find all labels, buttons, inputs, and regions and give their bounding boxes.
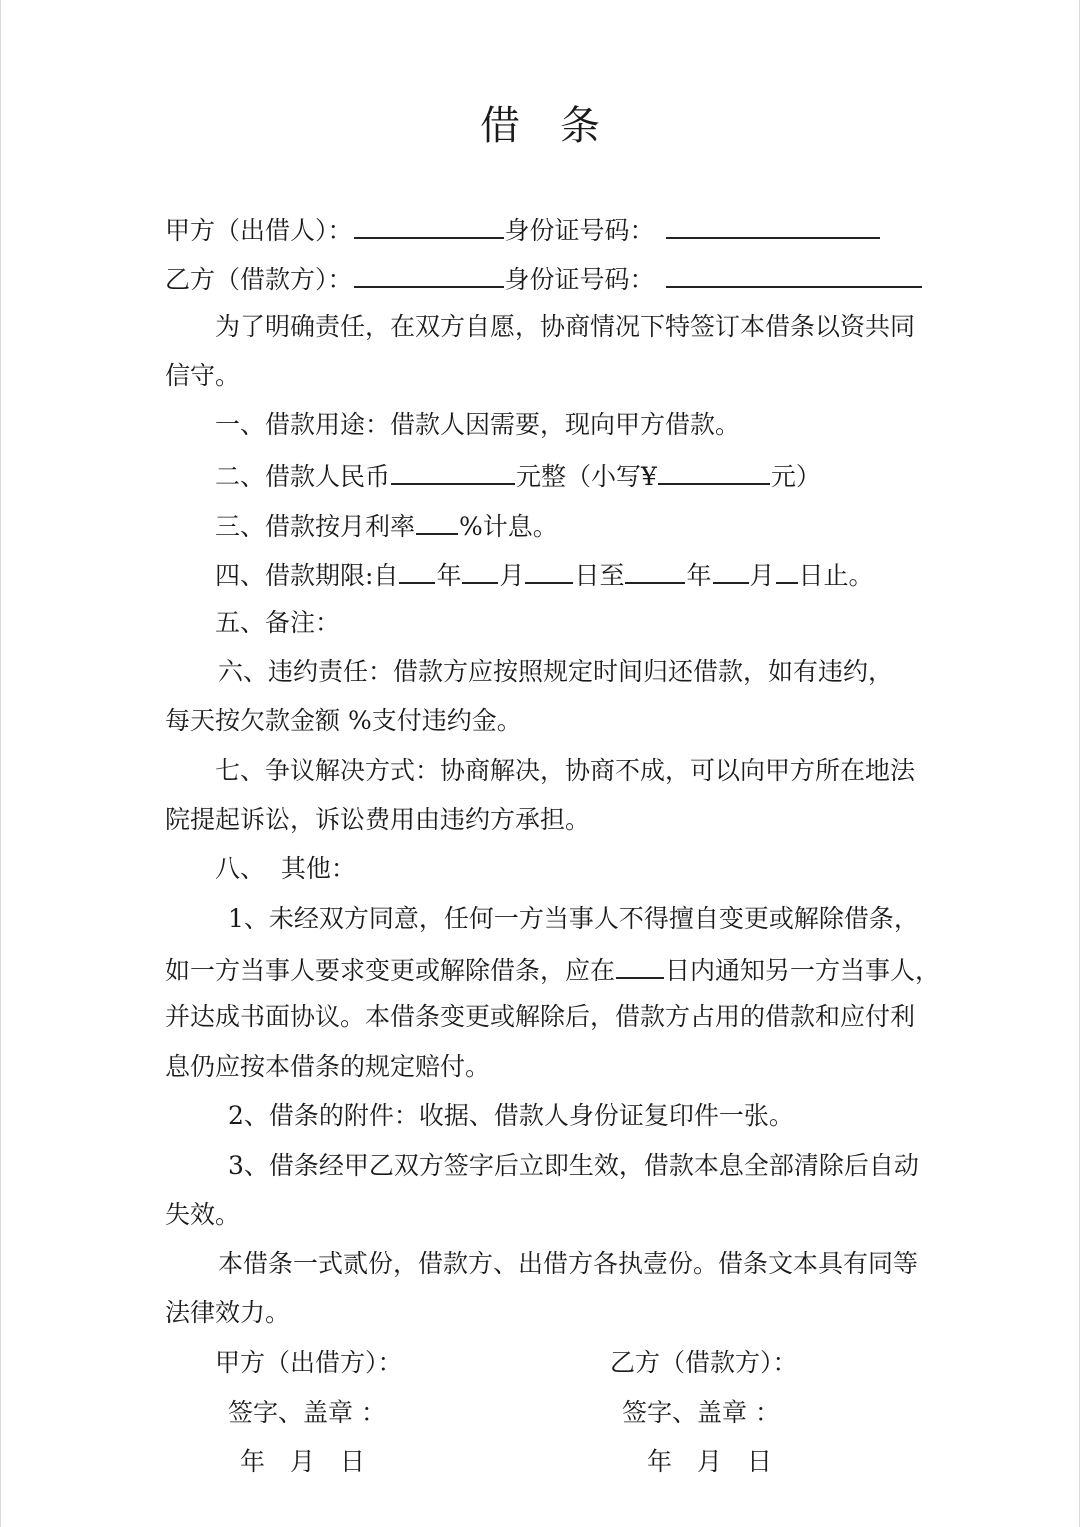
end-year-label: 年 [686, 561, 712, 590]
other-1-line-3: 并达成书面协议。本借条变更或解除后，借款方占用的借款和应付利 [165, 1002, 916, 1031]
party-a-date-month: 月 [290, 1447, 316, 1476]
end-month-blank [713, 558, 749, 584]
start-day-label: 日至 [574, 561, 625, 590]
other-1-line-2 [165, 953, 940, 986]
end-day-label: 日止。 [798, 561, 874, 590]
party-a-label: 甲方（出借人）： [165, 216, 353, 245]
clause-2-prefix: 二、借款人民币 [215, 462, 391, 491]
other-1-line-4: 息仍应按本借条的规定赔付。 [165, 1052, 491, 1081]
clause-7-line-1: 七、争议解决方式：协商解决，协商不成，可以向甲方所在地法 [215, 756, 916, 785]
copies-line-1: 本借条一式贰份，借款方、出借方各执壹份。借条文本具有同等 [218, 1249, 919, 1278]
clause-4-prefix: 四、借款期限:自 [215, 561, 399, 590]
party-a-date [240, 1447, 365, 1477]
intro-line-2: 信守。 [165, 361, 241, 390]
notice-days-blank [616, 953, 664, 979]
clause-5: 五、备注： [215, 608, 341, 637]
clause-2-suffix: 元） [770, 462, 821, 491]
clause-2 [215, 459, 821, 492]
party-b-id-blank [666, 262, 922, 288]
amount-figures-blank [658, 459, 770, 485]
party-a-date-day: 日 [340, 1447, 366, 1476]
other-1-line-2-suffix: 日内通知另一方当事人， [665, 956, 941, 985]
clause-7-line-2: 院提起诉讼，诉讼费用由违约方承担。 [165, 805, 591, 834]
clause-3-suffix: %计息。 [459, 512, 558, 541]
party-b-date-year: 年 [647, 1447, 673, 1476]
party-b-name-blank [354, 262, 504, 288]
copies-line-2: 法律效力。 [165, 1298, 291, 1327]
party-b-id-label: 身份证号码： [504, 265, 655, 294]
start-month-blank [462, 558, 498, 584]
other-2: 2、借条的附件：收据、借款人身份证复印件一张。 [228, 1101, 794, 1130]
other-3-line-1: 3、借条经甲乙双方签字后立即生效，借款本息全部清除后自动 [228, 1151, 919, 1180]
party-b-label: 乙方（借款方）： [165, 265, 353, 294]
start-month-label: 月 [499, 561, 525, 590]
clause-6-line-2: 每天按欠款金额 %支付违约金。 [165, 706, 522, 735]
clause-3-prefix: 三、借款按月利率 [215, 512, 416, 541]
party-b-line [165, 262, 923, 295]
clause-4 [215, 558, 874, 591]
start-day-blank [525, 558, 573, 584]
clause-3 [215, 509, 558, 542]
end-month-label: 月 [749, 561, 775, 590]
party-a-line [165, 213, 881, 246]
party-b-date [647, 1447, 772, 1477]
start-year-label: 年 [436, 561, 462, 590]
party-a-sign-seal-label: 签字、盖章 ： [228, 1398, 386, 1427]
interest-rate-blank [416, 509, 458, 535]
end-year-blank [625, 558, 685, 584]
party-a-name-blank [354, 213, 504, 239]
party-a-id-label: 身份证号码： [504, 216, 655, 245]
amount-words-blank [391, 459, 515, 485]
clause-1: 一、借款用途：借款人因需要，现向甲方借款。 [215, 410, 741, 439]
party-b-date-day: 日 [747, 1447, 773, 1476]
end-day-blank [776, 558, 798, 584]
party-a-id-blank [666, 213, 880, 239]
clause-6-line-1: 六、违约责任：借款方应按照规定时间归还借款，如有违约， [218, 657, 894, 686]
document-title: 借 条 [480, 103, 600, 149]
other-1-line-1: 1、未经双方同意，任何一方当事人不得擅自变更或解除借条， [228, 904, 919, 933]
party-b-date-month: 月 [697, 1447, 723, 1476]
party-a-date-year: 年 [240, 1447, 266, 1476]
clause-2-middle: 元整（小写¥ [516, 462, 657, 491]
party-b-sign-seal-label: 签字、盖章 ： [622, 1398, 780, 1427]
intro-line-1: 为了明确责任，在双方自愿，协商情况下特签订本借条以资共同 [215, 312, 916, 341]
party-b-signature-label: 乙方（借款方）： [610, 1348, 798, 1377]
other-1-line-2-prefix: 如一方当事人要求变更或解除借条，应在 [165, 956, 616, 985]
clause-8: 八、 其他： [215, 854, 356, 883]
other-3-line-2: 失效。 [165, 1200, 241, 1229]
party-a-signature-label: 甲方（出借方）： [215, 1348, 403, 1377]
page-border-left [0, 0, 1, 1527]
start-year-blank [399, 558, 435, 584]
